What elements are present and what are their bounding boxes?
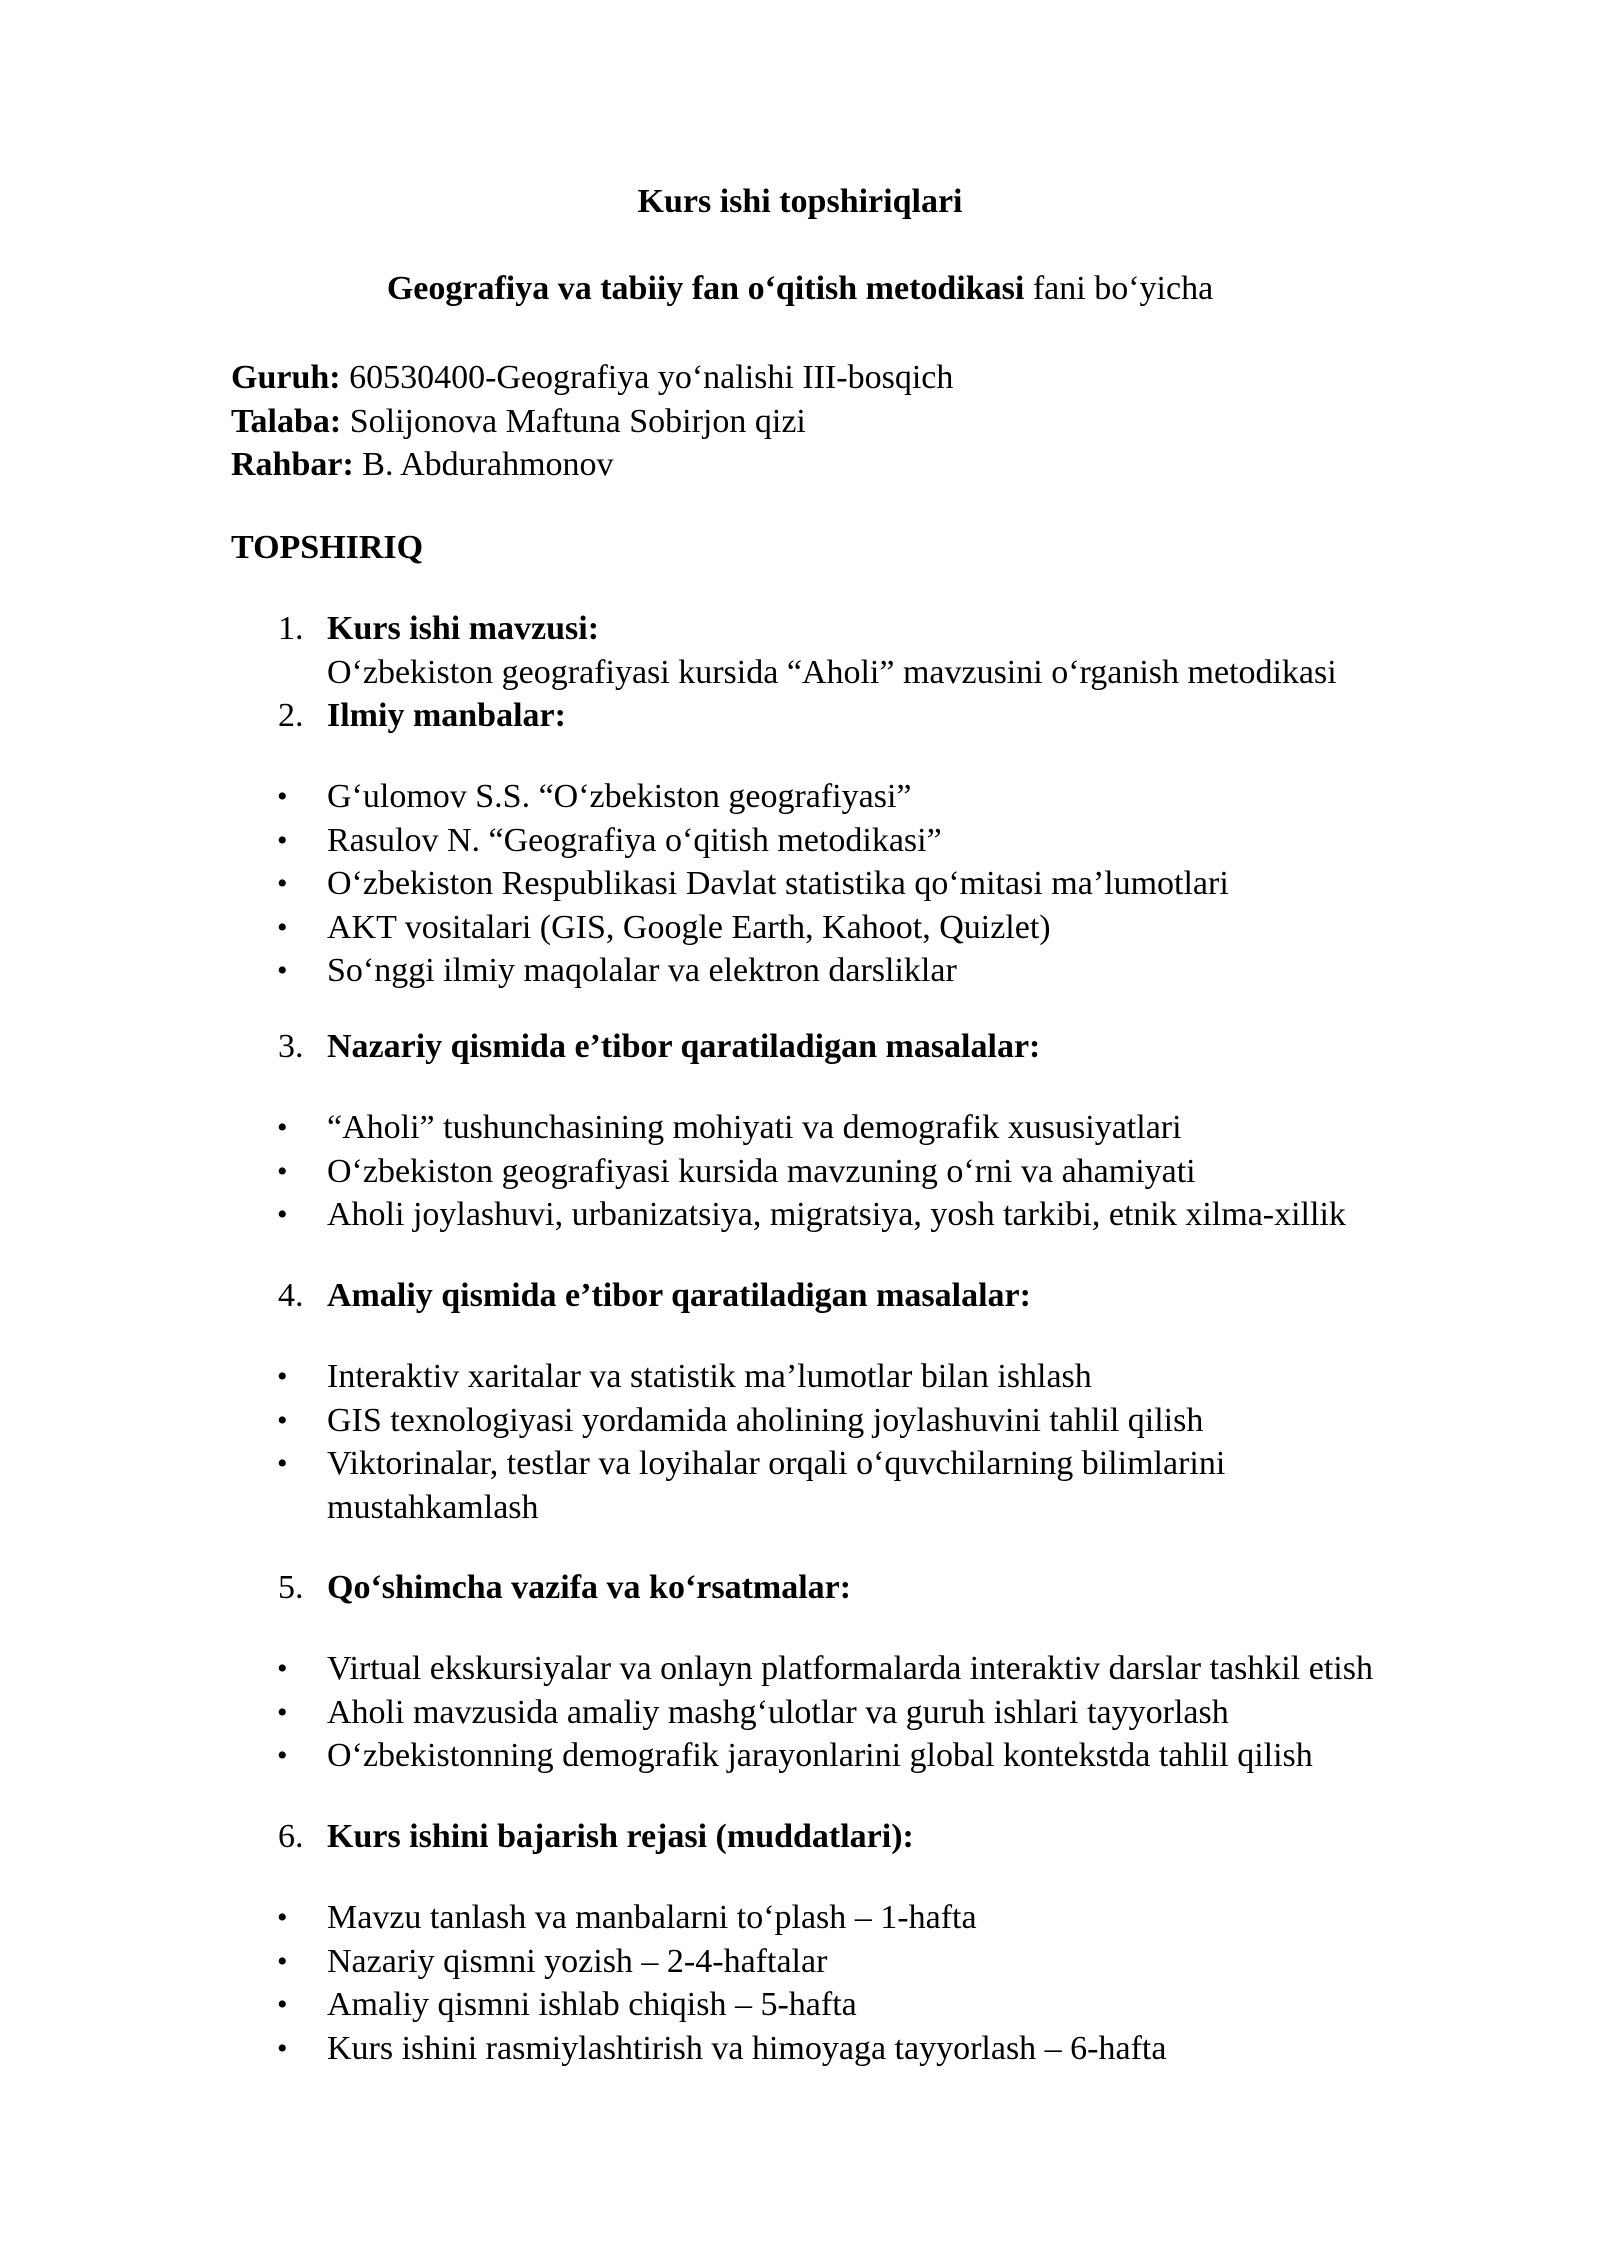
bullet-icon: • [277,1652,288,1685]
section-1-heading [0,607,1600,651]
list-item: • GIS texnologiyasi yordamida aholining joylashuvini tahlil qilish [0,1399,1600,1443]
section-2-heading-block [0,694,1600,738]
section-label: Kurs ishini bajarish rejasi (muddatlari): [327,1818,914,1855]
course-topic: O‘zbekiston geografiyasi kursida “Aholi” mavzusini o‘rganish metodikasi [327,653,1337,691]
section-5-heading-block [0,1566,1600,1610]
bullet-icon: • [277,1403,288,1437]
section-3-heading [0,1025,1600,1069]
bullet-icon: • [277,1988,288,2021]
group-label: Guruh: [231,359,341,396]
bullet-icon: • [277,1447,288,1480]
bullet-icon: • [277,1901,288,1934]
section-6-heading [0,1815,1600,1859]
list-item: • Interaktiv xaritalar va statistik ma’lumotlar bilan ishlash [0,1355,1600,1399]
bullet-icon: • [277,954,288,987]
section-4-heading [0,1274,1600,1318]
list-item: • Virtual ekskursiyalar va onlayn platformalarda interaktiv darslar tashkil etish [0,1647,1600,1691]
supervisor-value: B. Abdurahmonov [353,446,614,483]
group-row [231,356,953,400]
section-number: 2. [278,697,304,734]
list-item: • Aholi joylashuvi, urbanizatsiya, migratsiya, yosh tarkibi, etnik xilma-xillik [0,1193,1600,1237]
section-number: 5. [278,1569,304,1606]
supervisor-label: Rahbar: [231,446,354,483]
schedule-list [0,1896,1600,2070]
theory-list [0,1106,1600,1237]
list-item: • O‘zbekistonning demografik jarayonlarini global kontekstda tahlil qilish [0,1734,1600,1778]
section-number: 3. [278,1028,304,1065]
list-item: • Viktorinalar, testlar va loyihalar orqali o‘quvchilarning bilimlarini mustahkamlash [0,1442,1600,1529]
list-item: • Amaliy qismni ishlab chiqish – 5-hafta [0,1983,1600,2027]
bullet-icon: • [277,1198,288,1231]
list-item: • Rasulov N. “Geografiya o‘qitish metodikasi” [0,819,1600,863]
student-label: Talaba: [231,402,342,440]
section-5-heading [0,1566,1600,1610]
document-meta [231,356,953,487]
list-item: • G‘ulomov S.S. “O‘zbekiston geografiyasi” [0,775,1600,819]
student-value: Solijonova Maftuna Sobirjon qizi [341,402,806,440]
bullet-icon: • [277,2031,288,2065]
bullet-icon: • [277,823,288,857]
extra-tasks-list [0,1647,1600,1778]
bullet-icon: • [277,1360,288,1393]
document-subtitle [0,267,1600,311]
section-label: Nazariy qismida e’tibor qaratiladigan masalalar: [327,1028,1041,1065]
section-3-heading-block [0,1025,1600,1069]
bullet-icon: • [277,780,288,813]
bullet-icon: • [277,1111,288,1144]
section-label: Kurs ishi mavzusi: [327,610,600,647]
list-item: • Aholi mavzusida amaliy mashg‘ulotlar va guruh ishlari tayyorlash [0,1691,1600,1735]
section-number: 1. [278,610,304,647]
student-row [231,400,953,444]
list-item: • AKT vositalari (GIS, Google Earth, Kahoot, Quizlet) [0,906,1600,950]
practice-list [0,1355,1600,1529]
subtitle-suffix: fani bo‘yicha [1024,270,1214,307]
bullet-icon: • [277,1739,288,1772]
section-label: Ilmiy manbalar: [327,697,566,734]
document-title: Kurs ishi topshiriqlari [637,183,963,220]
list-item: • Mavzu tanlash va manbalarni to‘plash – 1-hafta [0,1896,1600,1940]
bullet-icon: • [277,1944,288,1978]
assignment-heading: TOPSHIRIQ [231,529,424,566]
section-number: 6. [278,1818,304,1855]
section-4-heading-block [0,1274,1600,1318]
bullet-icon: • [277,910,288,944]
list-item: • “Aholi” tushunchasining mohiyati va demografik xususiyatlari [0,1106,1600,1150]
bullet-icon: • [277,867,288,900]
list-item: • O‘zbekiston geografiyasi kursida mavzuning o‘rni va ahamiyati [0,1150,1600,1194]
bullet-icon: • [277,1695,288,1729]
section-6-heading-block [0,1815,1600,1859]
section-2-heading [0,694,1600,738]
list-item: • Kurs ishini rasmiylashtirish va himoyaga tayyorlash – 6-hafta [0,2027,1600,2071]
list-item: • So‘nggi ilmiy maqolalar va elektron darsliklar [0,949,1600,993]
bullet-icon: • [277,1154,288,1188]
sources-list [0,775,1600,993]
list-item: • Nazariy qismni yozish – 2-4-haftalar [0,1940,1600,1984]
group-value: 60530400-Geografiya yo‘nalishi III-bosqich [340,359,954,396]
subject-name: Geografiya va tabiiy fan o‘qitish metodikasi [386,270,1025,307]
list-item: • O‘zbekiston Respublikasi Davlat statistika qo‘mitasi ma’lumotlari [0,862,1600,906]
section-label: Qo‘shimcha vazifa va ko‘rsatmalar: [327,1569,852,1606]
section-label: Amaliy qismida e’tibor qaratiladigan masalalar: [327,1277,1031,1314]
section-number: 4. [278,1277,304,1314]
section-1 [0,607,1600,694]
supervisor-row [231,443,953,487]
